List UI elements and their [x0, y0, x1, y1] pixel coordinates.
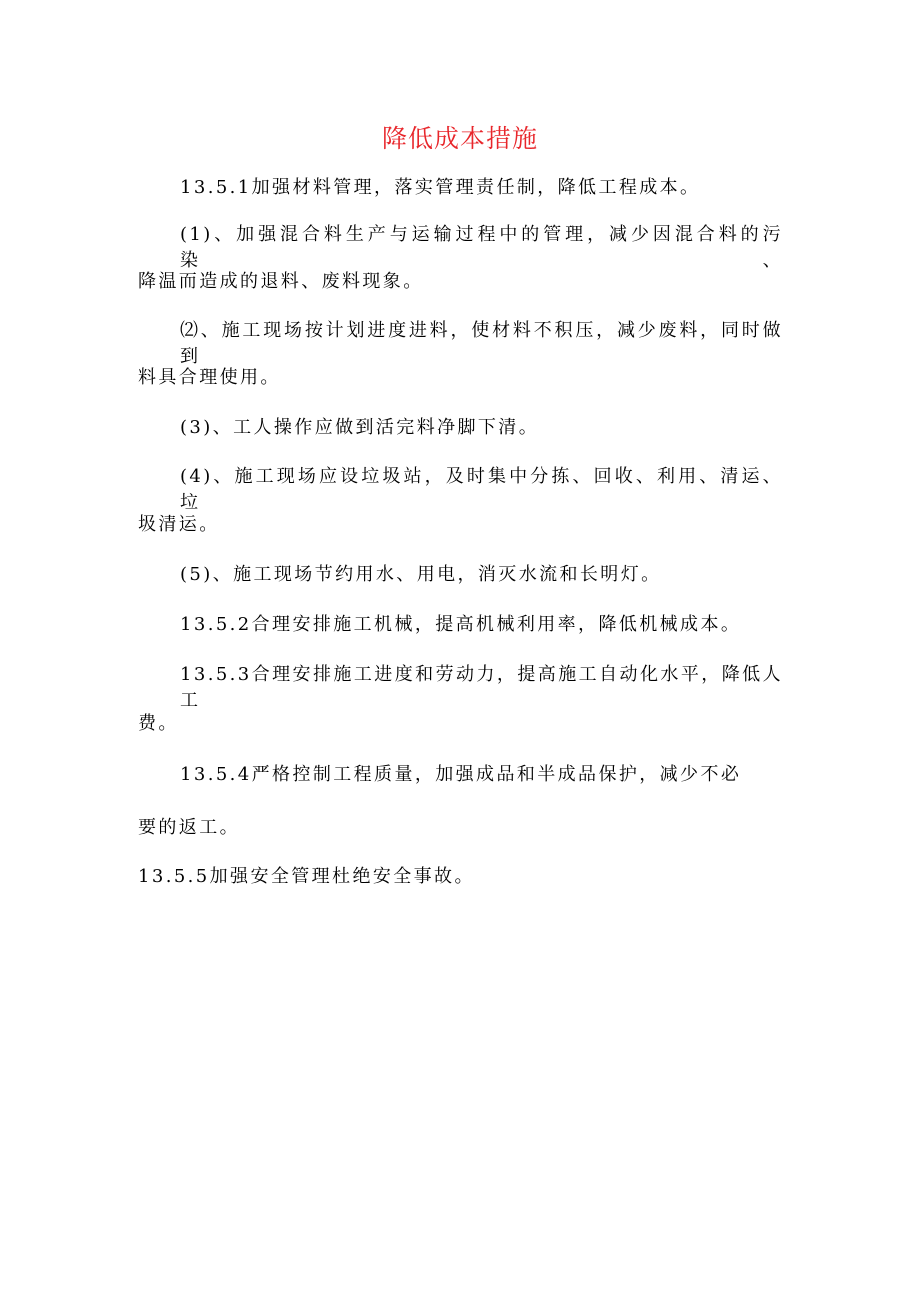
item-1-line-1: (1)、加强混合料生产与运输过程中的管理，减少因混合料的污染、 [180, 224, 783, 271]
item-1-line-2: 降温而造成的退料、废料现象。 [138, 271, 424, 292]
paragraph-13-5-4-line-2: 要的返工。 [138, 817, 240, 838]
item-4-line-1: (4)、施工现场应设垃圾站，及时集中分拣、回收、利用、清运、垃 [180, 466, 783, 513]
paragraph-13-5-3-line-2: 费。 [138, 713, 179, 734]
item-5: (5)、施工现场节约用水、用电，消灭水流和长明灯。 [180, 564, 662, 585]
paragraph-13-5-5: 13.5.5加强安全管理杜绝安全事故。 [138, 866, 475, 887]
item-4-line-2: 圾清运。 [138, 514, 220, 535]
paragraph-13-5-1: 13.5.1加强材料管理，落实管理责任制，降低工程成本。 [180, 177, 701, 198]
item-2-line-2: 料具合理使用。 [138, 367, 281, 388]
item-2-line-1: ⑵、施工现场按计划进度进料，使材料不积压，减少废料，同时做到 [180, 320, 783, 367]
paragraph-13-5-3-line-1: 13.5.3合理安排施工进度和劳动力，提高施工自动化水平，降低人工 [180, 664, 783, 711]
paragraph-13-5-2: 13.5.2合理安排施工机械，提高机械利用率，降低机械成本。 [180, 614, 742, 635]
document-title: 降低成本措施 [381, 124, 538, 153]
paragraph-13-5-4-line-1: 13.5.4严格控制工程质量，加强成品和半成品保护，减少不必 [180, 764, 742, 785]
item-3: (3)、工人操作应做到活完料净脚下清。 [180, 417, 540, 438]
